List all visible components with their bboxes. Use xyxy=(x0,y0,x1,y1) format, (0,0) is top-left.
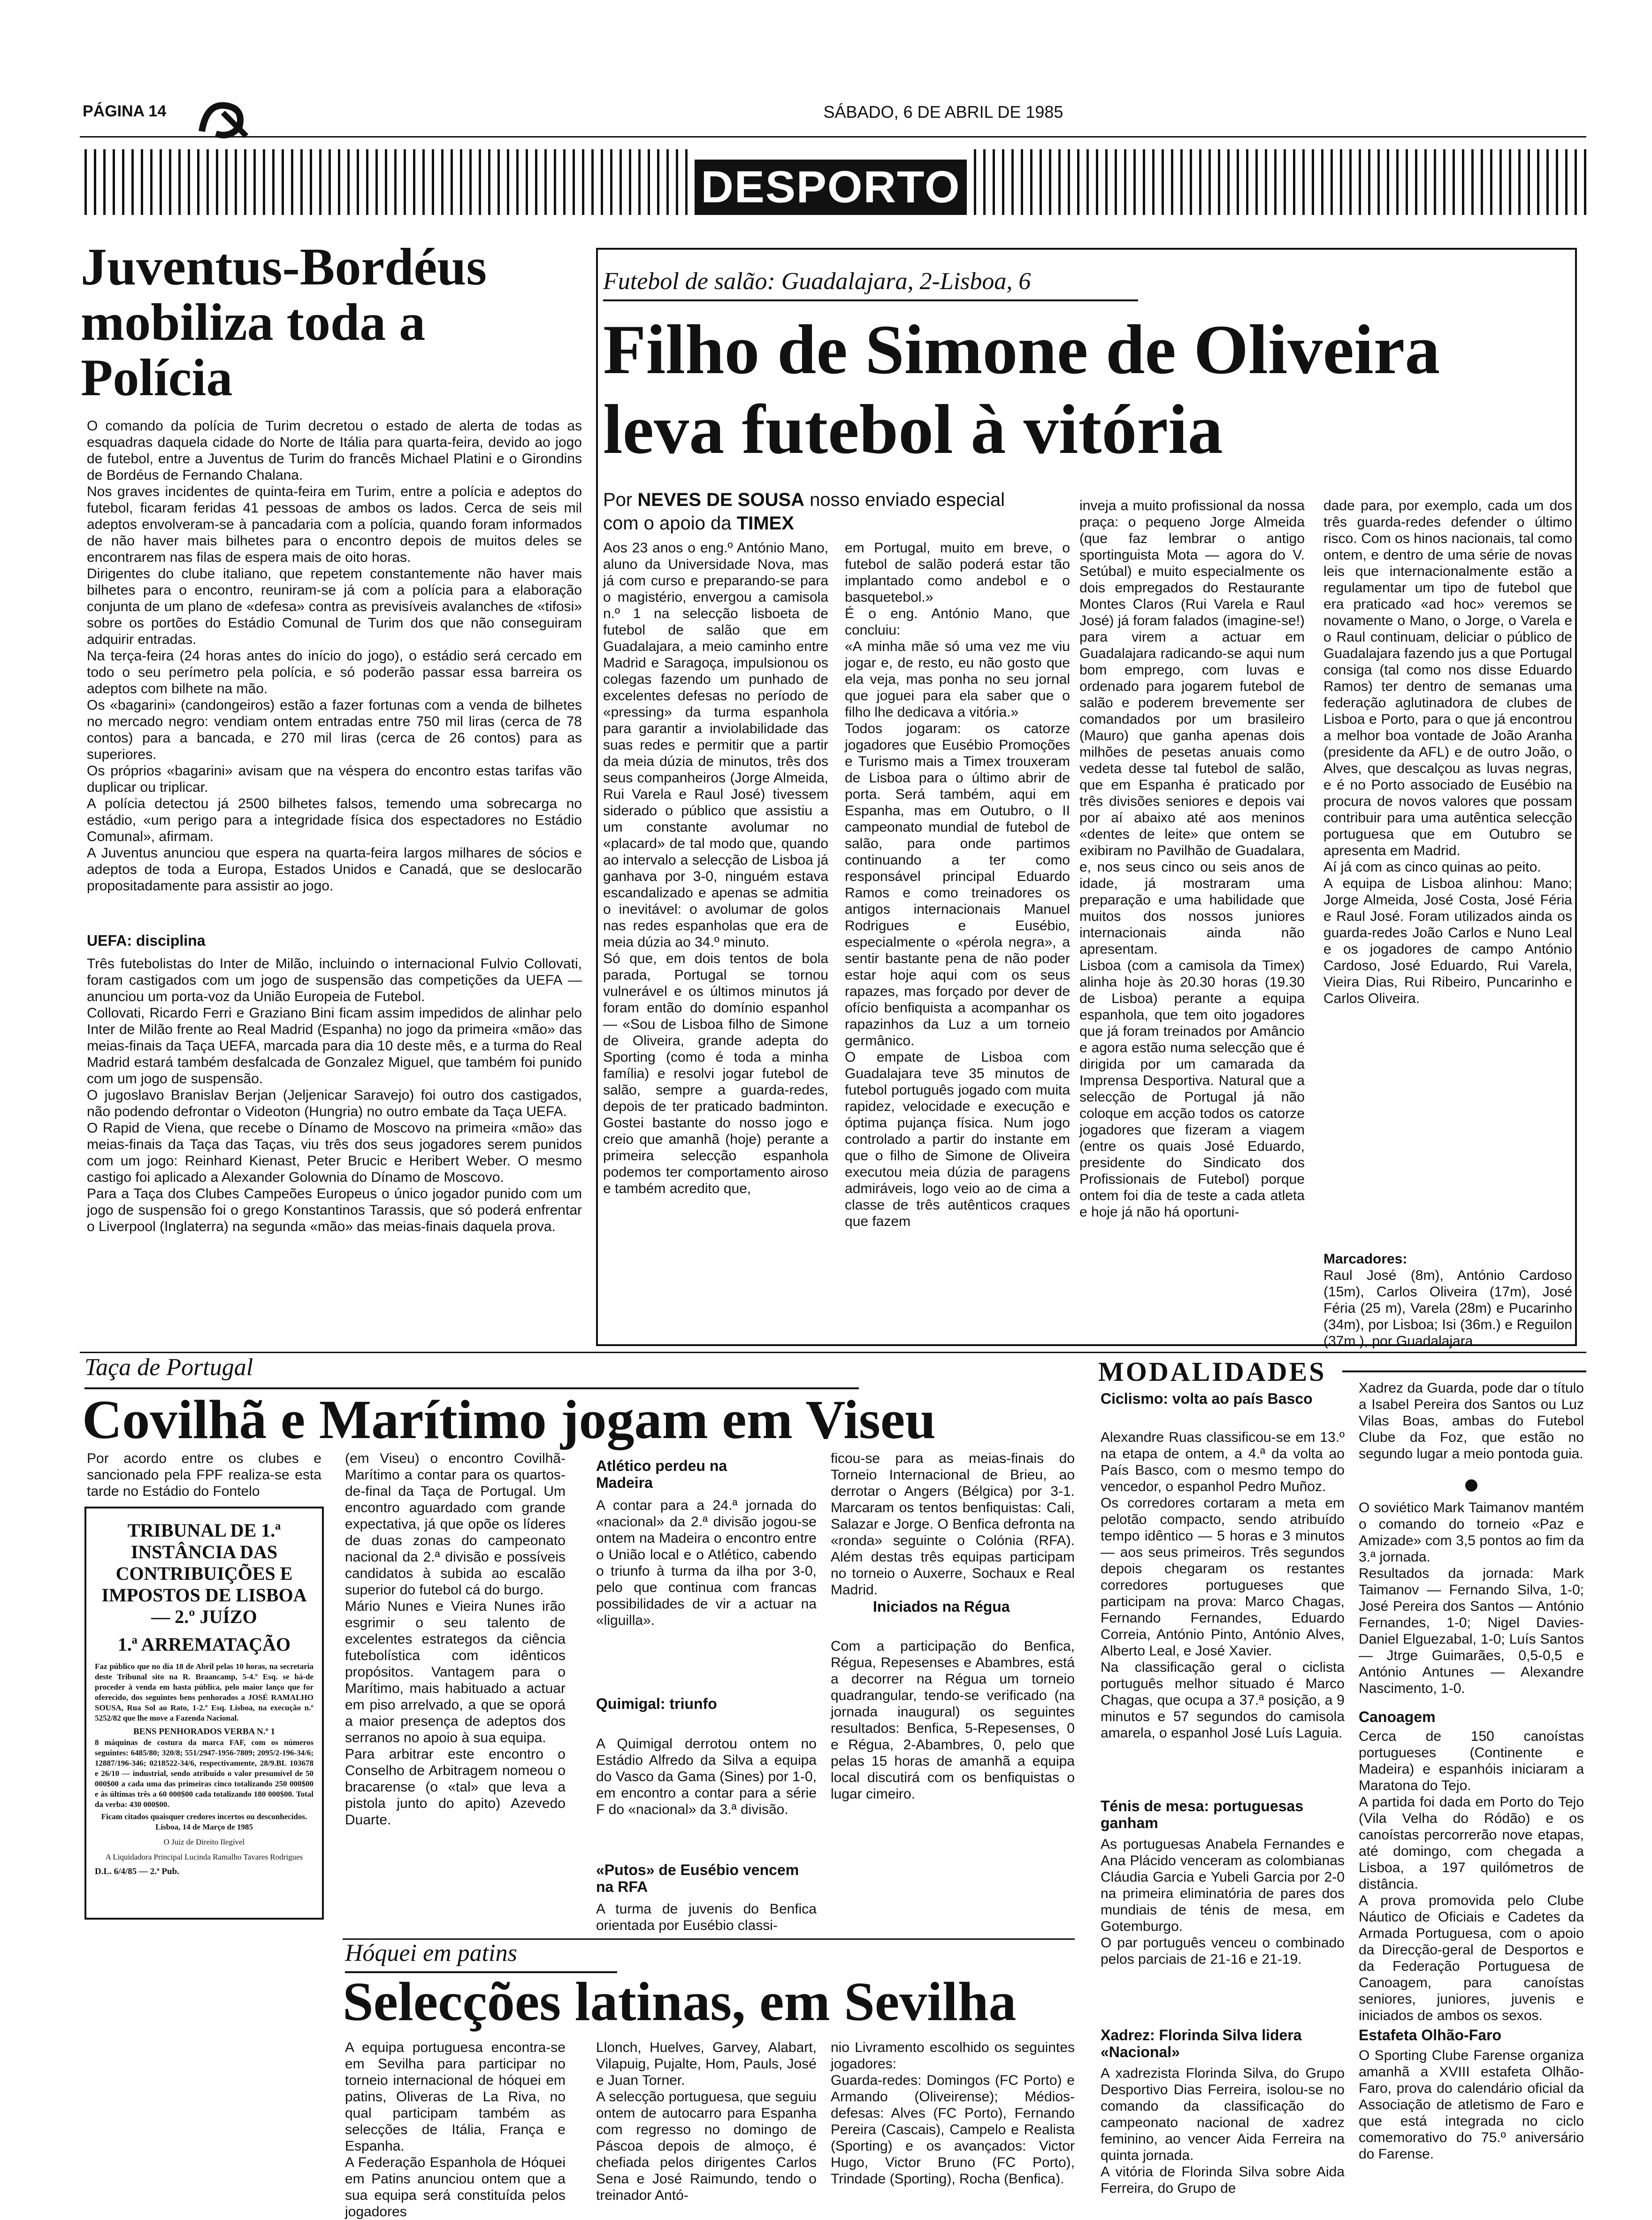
byline-support: com o apoio da xyxy=(603,513,732,534)
taca-kicker: Taça de Portugal xyxy=(84,1354,859,1389)
modalidades-header: MODALIDADES xyxy=(1098,1356,1326,1387)
section-band-right xyxy=(974,149,1591,215)
logo-icon xyxy=(197,94,258,141)
salao-headline: Filho de Simone de Oliveira leva futebol à vitória xyxy=(603,311,1440,468)
scorers-text: Raul José (8m), António Cardoso (15m), Carlos Oliveira (17m), José Féria (25 m), Varela (28m) e Pucarinho (34m), por Lisboa; Isi (36m.) e Reguilon (37m.), por Guadalajara. xyxy=(1323,1268,1572,1349)
tenis-body: As portuguesas Anabela Fernandes e Ana Plácido venceram as colombianas Cláudia Garcia e Yubeli Garcia por 2-0 na primeira eliminatória de pares dos mundiais de ténis de mesa, em Gotemburgo. O par português venceu o combinado pelos parciais de 21-16 e 21-19. xyxy=(1101,1837,1345,1967)
salao-col1: Aos 23 anos o eng.º António Mano, aluno da Universidade Nova, mas já com curso e preparando-se para o magistério, envergou a camisola n.º 1 na selecção lisboeta de futebol de salão que em Guadalajara, a meio caminho entre Madrid e Saragoça, impulsionou os colegas fazendo um punhado de excelentes defesas no período de «pressing» da turma espanhola para garantir a inviolabilidade das suas redes e permitir que a partir da meia dúzia de minutos, três dos seus companheiros (Jorge Almeida, Rui Varela e Raul José) tivessem siderado o público que assistiu a um constante avolumar no «placard» de tal modo que, quando ao intervalo a selecção de Lisboa já ganhava por 3-0, ninguém estava escandalizado e apenas se admitia o inevitável: o avolumar de golos nas redes espanholas que era de meia dúzia ao 34.º minuto. Só que, em dois tentos de bola parada, Portugal se tornou vulnerável e os últimos minutos já foram então do domínio espanhol — «Sou de Lisboa filho de Simone de Oliveira, grande adepta do Sporting (como é toda a minha família) e resolvi jogar futebol de salão, sempre a guarda-redes, depois de ter praticado badminton. Gostei bastante do nosso jogo e creio que amanhã (hoje) perante a primeira selecção espanhola podemos ter comportamento airoso e também acredito que, xyxy=(603,540,828,1196)
section-title-text: DESPORTO xyxy=(701,162,961,212)
iniciados-body: Com a participação do Benfica, Régua, Repesenses e Abambres, está a decorrer na Régua um torneio quadrangular, tendo-se verificado (na jornada inaugural) os seguintes resultados: Benfica, 5-Repesenses, 0 e Régua, 2-Abambres, 0, pelo que pelas 15 horas de amanhã a equipa local discutirá com os benfiquistas o lugar cimeiro. xyxy=(831,1638,1075,1802)
putos-subhead: «Putos» de Eusébio vencem na RFA xyxy=(596,1861,799,1895)
tribunal-goods: 8 máquinas de costura da marca FAF, com os números seguintes: 6485/80; 320/8; 551/2947-1956-7809; 2095/2-196-34/6; 12887/196-346; 0218522-34/6, respectivamente, 28/9.BL 103678 e 26/10 — industrial, sendo atribuído o valor presumível de 50 000$00 a cada uma das primeiras cinco totalizando 250 000$00 e às últimas três a 60 000$00 cada totalizando 180 000$00. Total da verba: 430 000$00. xyxy=(95,1738,314,1809)
hoquei-headline: Selecções latinas, em Sevilha xyxy=(343,1971,1017,2032)
hoquei-col3: nio Livramento escolhido os seguintes jogadores: Guarda-redes: Domingos (FC Porto) e Armando (Oliveirense); Médios-defesas: Alves (FC Porto), Fernando Pereira (Cascais), Campelo e Realista (Sporting) e os avançados: Victor Hugo, Victor Bruno (FC Porto), Trindade (Sporting), Rocha (Benfica). xyxy=(831,2040,1075,2187)
tribunal-clerk: A Liquidadora Principal Lucinda Ramalho Tavares Rodrigues xyxy=(105,1853,303,1861)
putos-body: A turma de juvenis do Benfica orientada por Eusébio classi- xyxy=(596,1901,817,1933)
tribunal-judge: O Juiz de Direito Ilegível xyxy=(163,1837,245,1846)
page-number: PÁGINA 14 xyxy=(83,102,167,120)
hoquei-col2: Llonch, Huelves, Garvey, Alabart, Vilapuig, Pujalte, Hom, Pauls, José e Juan Torner. A selecção portuguesa, que seguiu ontem de autocarro para Espanha com regresso no domingo de Páscoa depois de almoço, é chefiada pelos dirigentes Carlos Sena e José Raimundo, tendo o treinador Antó- xyxy=(596,2040,817,2203)
tribunal-body: Faz público que no dia 18 de Abril pelas 10 horas, na secretaria deste Tribunal sito na R. Braancamp, 5-4.º Esq. se há-de proceder à venda em hasta pública, pelo maior lanço que for oferecido, dos seguintes bens penhorados a JOSÉ RAMALHO SOUSA, Rua Sol ao Rato, 1-2.º Esq. Lisboa, na execução n.º 5252/82 que lhe move a Fazenda Nacional. xyxy=(95,1662,314,1722)
page-date: SÁBADO, 6 DE ABRIL DE 1985 xyxy=(823,102,1063,122)
uefa-body: Três futebolistas do Inter de Milão, incluindo o internacional Fulvio Collovati, foram castigados com um jogo de suspensão das competições da UEFA — anunciou um porta-voz da União Europeia de Futebol. Collovati, Ricardo Ferri e Graziano Bini ficam assim impedidos de alinhar pelo Inter de Milão frente ao Real Madrid (Espanha) no jogo da primeira «mão» das meias-finais da Taça UEFA, marcada para dia 10 deste mês, e a turma do Real Madrid estará também desfalcada de Gonzalez Miguel, que também foi punido com um jogo de suspensão. O jugoslavo Branislav Berjan (Jeljenicar Saravejo) foi outro dos castigados, não podendo defrontar o Videoton (Hungria) no outro embate da Taça UEFA. O Rapid de Viena, que recebe o Dínamo de Moscovo na primeira «mão» das meias-finais da Taça das Taças, viu três dos seus jogadores serem punidos com um jogo: Reinhard Kienast, Peter Brucic e Heribert Weber. O mesmo castigo foi aplicado a Alexander Golownia do Dínamo de Moscovo. Para a Taça dos Clubes Campeões Europeus o único jogador punido com um jogo de suspensão foi o grego Konstantinos Tarassis, que só poderá enfrentar o Liverpool (Inglaterra) na segunda «mão» das meias-finais daquela prova. xyxy=(87,956,582,1234)
canoagem-body: Cerca de 150 canoístas portugueses (Continente e Madeira) e espanhóis iniciaram a Maratona do Tejo. A partida foi dada em Porto do Tejo (Vila Velha do Ródão) e os canoístas percorrerão nove etapas, até domingo, com chegada a Lisboa, a 197 quilómetros de distância. A prova promovida pelo Clube Náutico de Oficiais e Cadetes da Armada Portuguesa, com o apoio da Direcção-geral de Desportos e da Federação Portuguesa de Canoagem, para canoístas seniores, juniores, juvenis e iniciados de ambos os sexos. xyxy=(1359,1729,1584,2023)
ciclismo-body: Alexandre Ruas classificou-se em 13.º na etapa de ontem, a 4.ª da volta ao País Basco, com o mesmo tempo do vencedor, o espanhol Pedro Muñoz. Os corredores cortaram a meta em pelotão compacto, sendo atribuído tempo idêntico — 5 horas e 3 minutos — aos seus primeiros. Três segundos depois chegaram os restantes corredores portugueses que participam na prova: Marco Chagas, Fernando Fernandes, Eduardo Correia, António Pinto, António Alves, Alberto Leal, e José Xavier. Na classificação geral o ciclista português melhor situado é Marco Chagas, que ocupa a 37.ª posição, a 9 minutos e 57 segundos do camisola amarela, o espanhol José Luís Laguia. xyxy=(1101,1430,1345,1741)
atletico-subhead: Atlético perdeu na Madeira xyxy=(596,1457,727,1491)
taca-col2: (em Viseu) o encontro Covilhã-Marítimo a contar para os quartos-de-final da Taça de Portugal. Um encontro aguardado com grande expectativa, já que opõe os líderes de duas zonas do campeonato nacional da 2.ª divisão e possíveis candidatos à subida ao escalão superior do futebol cá do burgo. Mário Nunes e Vieira Nunes irão esgrimir o seu talento de excelentes estrategos da ciência futebolística com idênticos propósitos. Vantagem para o Marítimo, mais habituado a actuar em piso arrelvado, a que se oporá a maior presença de adeptos dos serranos no apoio à sua equipa. Para arbitrar este encontro o Conselho de Arbitragem nomeou o bracarense (o «tal» que leva a pistola junto do apito) Azevedo Duarte. xyxy=(345,1451,566,1828)
uefa-subhead: UEFA: disciplina xyxy=(87,932,206,949)
tribunal-notice-text: Ficam citados quaisquer credores incertos ou desconhecidos. xyxy=(101,1812,307,1821)
hoquei-kicker: Hóquei em patins xyxy=(345,1939,617,1973)
salao-col2: em Portugal, muito em breve, o futebol de salão poderá estar tão implantado como andebol e o basquetebol.» É o eng. António Mano, que concluiu: «A minha mãe só uma vez me viu jogar e, de resto, eu não gosto que ela veja, mas ponha no seu jornal que joguei para ela saber que o filho lhe dedicava a vitória.» Todos jogaram: os catorze jogadores que Eusébio Promoções e Turismo mais a Timex trouxeram de Lisboa para o último abrir de porta. Será também, aqui em Espanha, mas em Outubro, o II campeonato mundial de futebol de salão, para onde partimos continuando a ter como responsável principal Eduardo Ramos e como treinadores os antigos internacionais Manuel Rodrigues e Eusébio, especialmente o «pérola negra», a sentir bastante pena de não poder estar hoje aqui com os seus rapazes, mas forçado por dever de ofício benfiquista a acompanhar os rapazinhos da Luz a um torneio germânico. O empate de Lisboa com Guadalajara teve 35 minutos de futebol português jogado com muita rapidez, velocidade e execução e óptima pujança física. Num jogo controlado a partir do instante em que o filho de Simone de Oliveira executou meia dúzia de paragens admiráveis, logo veio ao de cima a classe de três autênticos craques que fazem xyxy=(845,540,1070,1229)
iniciados-subhead: Iniciados na Régua xyxy=(873,1598,1010,1615)
scorers-label: Marcadores: xyxy=(1323,1251,1407,1267)
taca-headline: Covilhã e Marítimo jogam em Viseu xyxy=(82,1389,936,1450)
xadrez-cont: Xadrez da Guarda, pode dar o título a Isabel Pereira dos Santos ou Luz Vilas Boas, ambas do Futebol Clube da Foz, que estão no segundo lugar a meio pontoda guia. xyxy=(1359,1380,1584,1462)
estafeta-subhead: Estafeta Olhão-Faro xyxy=(1359,2027,1502,2044)
section-title xyxy=(695,160,967,215)
xadrez-torneio: O soviético Mark Taimanov mantém o comando do torneio «Paz e Amizade» com 3,5 pontos ao fim da 3.ª jornada. Resultados da jornada: Mark Taimanov — Fernando Silva, 1-0; José Pereira dos Santos — António Fernandes, 1-0; Nigel Davies-Daniel Elguezabal, 1-0; Luís Santos — Jtrge Guimarães, 0,5-0,5 e António Antunes — Alexandre Nascimento, 1-0. xyxy=(1359,1500,1584,1696)
taca-col4: ficou-se para as meias-finais do Torneio Internacional de Brieu, ao derrotar o Angers (Bélgica) por 3-1. Marcaram os tentos benfiquistas: Cali, Salazar e Jorge. O Benfica defronta na «ronda» seguinte o Colónia (RFA). Além destas três equipas participam no torneio o Auxerre, Sochaux e Real Madrid. xyxy=(831,1451,1075,1598)
salao-col4: dade para, por exemplo, cada um dos três guarda-redes defender o último risco. Com os hinos nacionais, tal como ontem, e dentro de uma série de novas leis que internacionalmente estão a regulamentar um tipo de futebol que era praticado «ad hoc» veremos se novamente o Mano, o Jorge, o Varela e o Raul continuam, deliciar o público de Guadalajara fazendo jus a que Portugal consiga (tal como nos disse Eduardo Ramos) ter dentro de semanas uma federação aglutinadora de clubes de Lisboa e Porto, para o que já encontrou a melhor boa vontade de João Aranha (presidente da AFL) e de outro João, o Alves, que descalçou as luvas negras, e é no Porto associado de Eusébio na procura de novos valores que possam contribuir para uma autêntica selecção portuguesa que em Outubro se apresenta em Madrid. Aí já com as cinco quinas ao peito. A equipa de Lisboa alinhou: Mano; Jorge Almeida, José Costa, José Féria e Raul José. Foram utilizados ainda os guarda-redes João Carlos e Nuno Leal e os jogadores de campo António Cardoso, José Eduardo, Rui Varela, Vieira Dias, Rui Ribeiro, Puncarinho e Carlos Oliveira. xyxy=(1323,498,1572,1006)
section-band-left xyxy=(84,149,688,215)
xadrez-subhead: Xadrez: Florinda Silva lidera «Nacional» xyxy=(1101,2027,1302,2060)
tribunal-goods-title: BENS PENHORADOS VERBA N.º 1 xyxy=(133,1727,275,1737)
xadrez-body: A xadrezista Florinda Silva, do Grupo Desportivo Dias Ferreira, isolou-se no comando da classificação do campeonato nacional de xadrez feminino, ao vencer Aida Ferreira na quinta jornada. A vitória de Florinda Silva sobre Aida Ferreira, do Grupo de xyxy=(1101,2066,1345,2196)
juventus-body: O comando da polícia de Turim decretou o estado de alerta de todas as esquadras daquela cidade do Norte de Itália para quarta-feira, devido ao jogo de futebol, entre a Juventus de Turim do francês Michael Platini e o Girondins de Bordéus de Fernando Chalana. Nos graves incidentes de quinta-feira em Turim, entre a polícia e adeptos do futebol, ficaram feridas 41 pessoas de ambos os lados. Cerca de seis mil adeptos envolveram-se à pancadaria com a polícia, quando foram informados de não haver mais bilhetes para o encontro depois de muitos deles se encontrarem nas filas de espera mais de oito horas. Dirigentes do clube italiano, que repetem constantemente não haver mais bilhetes para o encontro, reuniram-se já com a polícia para a elaboração conjunta de um plano de «defesa» contra as previsíveis avalanches de «tifosi» sobre os portões do Estádio Comunal de Turim dos que não conseguiram adquirir entradas. Na terça-feira (24 horas antes do início do jogo), o estádio será cercado em todo o seu perímetro pela polícia, e só poderão passar essa barreira os adeptos com bilhete na mão. Os «bagarini» (candongeiros) estão a fazer fortunas com a venda de bilhetes no mercado negro: vendiam ontem entradas entre 750 mil liras (cerca de 78 contos) para a bancada, e 270 mil liras (cerca de 26 contos) para as superiores. Os próprios «bagarini» avisam que na véspera do encontro estas tarifas vão duplicar ou triplicar. A polícia detectou já 2500 bilhetes falsos, temendo uma sobrecarga no estádio, «um perigo para a integridade física dos espectadores no Estádio Comunal», afirmam. A Juventus anunciou que espera na quarta-feira largos milhares de sócios e adeptos de toda a Europa, Estados Unidos e Canadá, que se deslocarão propositadamente para assistir ao jogo. xyxy=(87,418,582,894)
tribunal-notice xyxy=(84,1507,324,1920)
byline-suffix: nosso enviado especial xyxy=(810,490,1005,510)
salao-col3: inveja a muito profissional da nossa praça: o pequeno Jorge Almeida (que faz lembrar o antigo sportinguista Mota — agora do V. Setúbal) e muito especialmente os dois empregados do Restaurante Montes Claros (Rui Varela e Raul José) já foram falados (imagine-se!) para virem a actuar em Guadalajara radicando-se aqui num bom emprego, com luvas e ordenado para jogarem futebol de salão e poderem brevemente ser comandados por um brasileiro (Mauro) que ganha apenas dois milhões de pesetas anuais como vedeta desse tal futebol de salão, que em Espanha é praticado por três divisões seniores e depois vai por aí abaixo até aos meninos «dentes de leite» que ontem se exibiram no Pavilhão de Guadalara, e, nos seus cinco ou seis anos de idade, já mostraram uma preparação e uma habilidade que muitos dos nossos juniores internacionais ainda não apresentam. Lisboa (com a camisola da Timex) alinha hoje às 20.30 horas (19.30 de Lisboa) perante a equipa espanhola, que tem oito jogadores que já foram treinados por Amâncio e agora estão numa selecção que é dirigida por um camarada da Imprensa Desportiva. Natural que a selecção de Portugal já não coloque em acção todos os catorze jogadores que fizeram a viagem (entre os quais José Eduardo, presidente do Sindicato dos Profissionais de Futebol) porque ontem foi dia de teste a cada atleta e hoje já não há oportuni- xyxy=(1079,498,1305,1220)
atletico-body: A contar para a 24.ª jornada do «nacional» da 2.ª divisão jogou-se ontem na Madeira o encontro entre o União local e o Atlético, cabendo o triunfo à turma da ilha por 3-0, pelo que continua com francas possibilidades de vir a actuar na «liguilla». xyxy=(596,1498,817,1628)
salao-byline xyxy=(603,488,1072,535)
hoquei-col1: A equipa portuguesa encontra-se em Sevilha para participar no torneio internacional de hóquei em patins, Oliveras de La Riva, no qual participam também as selecções de Itália, França e Espanha. A Federação Espanhola de Hóquei em Patins anunciou ontem que a sua equipa será constituída pelos jogadores xyxy=(345,2040,566,2220)
tribunal-title: TRIBUNAL DE 1.ª INSTÂNCIA DAS CONTRIBUIÇÕES E IMPOSTOS DE LISBOA — 2.º JUÍZO xyxy=(101,1520,307,1627)
tenis-subhead: Ténis de mesa: portuguesas ganham xyxy=(1101,1798,1304,1831)
tribunal-place-date: Lisboa, 14 de Março de 1985 xyxy=(155,1822,253,1831)
salao-scorers xyxy=(1323,1234,1572,1349)
quimigal-subhead: Quimigal: triunfo xyxy=(596,1695,717,1712)
ciclismo-subhead: Ciclismo: volta ao país Basco xyxy=(1101,1390,1313,1407)
newspaper-logo xyxy=(197,94,258,141)
canoagem-subhead: Canoagem xyxy=(1359,1708,1436,1725)
byline-author: NEVES DE SOUSA xyxy=(637,490,805,510)
bullet-separator xyxy=(1465,1479,1477,1492)
taca-intro: Por acordo entre os clubes e sancionado pela FPF realiza-se esta tarde no Estádio do Fontelo xyxy=(87,1451,321,1499)
byline-sponsor: TIMEX xyxy=(736,513,794,534)
tribunal-subtitle: 1.ª ARREMATAÇÃO xyxy=(117,1634,291,1655)
tribunal-ref: D.L. 6/4/85 — 2.ª Pub. xyxy=(95,1867,179,1876)
quimigal-body: A Quimigal derrotou ontem no Estádio Alfredo da Silva a equipa do Vasco da Gama (Sines) por 1-0, em encontro a contar para a série F do «nacional» da 3.ª divisão. xyxy=(596,1736,817,1817)
salao-kicker: Futebol de salão: Guadalajara, 2-Lisboa, 6 xyxy=(603,268,1138,301)
byline-prefix: Por xyxy=(603,490,633,510)
juventus-headline: Juventus-Bordéus mobiliza toda a Polícia xyxy=(81,238,487,407)
estafeta-body: O Sporting Clube Farense organiza amanhã a XVIII estafeta Olhão-Faro, prova do calendário oficial da Associação de atletismo de Faro e que está integrada no ciclo comemorativo do 75.º aniversário do Farense. xyxy=(1359,2048,1584,2162)
